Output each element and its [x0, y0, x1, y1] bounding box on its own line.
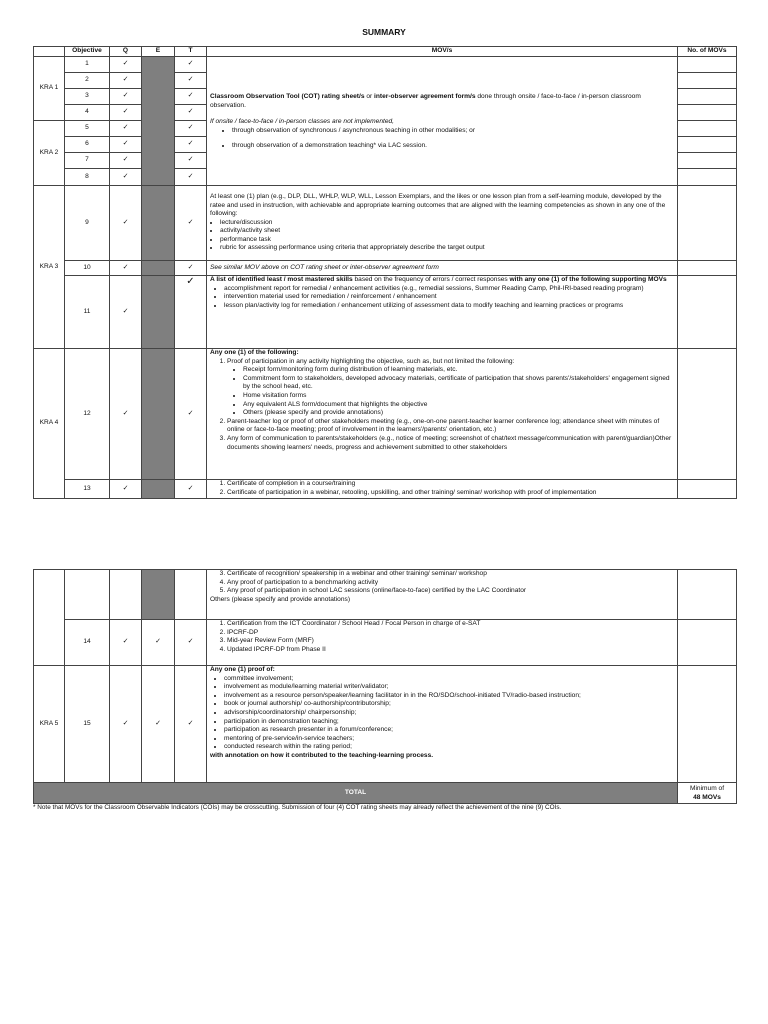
mov-count-cells: [678, 57, 737, 186]
list-item: 4. Any proof of participation to a benchmarking activity: [227, 579, 674, 588]
check-mark-icon: ✓: [110, 73, 142, 89]
mov-bold: Any one (1) of the following:: [210, 349, 299, 356]
check-mark-icon: ✓: [175, 105, 207, 121]
mov-obj10: See similar MOV above on COT rating sheet or inter-observer agreement form: [207, 261, 678, 276]
mov-obj13-part1: [207, 480, 678, 499]
mov-count-cell: [678, 186, 737, 261]
mov-count-cell: [678, 276, 737, 349]
list-item: • intervention material used for remediation / reinforcement / enhancement: [224, 293, 674, 302]
header-objective: Objective: [65, 47, 110, 57]
mov-bold: A list of identified least / most mastered skills: [210, 276, 353, 283]
mov-count-cell: [678, 620, 737, 666]
check-mark-icon: ✓: [110, 186, 142, 261]
list-item: • Others (please specify and provide annotations): [243, 409, 674, 418]
check-mark-icon: ✓: [110, 480, 142, 499]
list-item: • Home visitation forms: [243, 392, 674, 401]
objective-number: 15: [65, 666, 110, 783]
mov-bold: Any one (1) proof of:: [210, 666, 275, 673]
page-title: SUMMARY: [362, 27, 406, 37]
table-row: [34, 261, 737, 276]
check-mark-icon: ✓: [110, 137, 142, 153]
header-t: T: [175, 47, 207, 57]
total-row: [34, 783, 737, 804]
list-item: 3. Mid-year Review Form (MRF): [227, 637, 674, 646]
list-item: • participation as research presenter in a forum/conference;: [224, 726, 674, 735]
header-e: E: [142, 47, 175, 57]
shaded-cell: [142, 349, 175, 480]
objective-number: 11: [65, 276, 110, 349]
shaded-cell: [142, 57, 175, 186]
mov-text: Others (please specify and provide annotations): [210, 595, 351, 603]
objective-number: 14: [65, 620, 110, 666]
table-row: [34, 186, 737, 261]
q-cell: [110, 570, 142, 620]
list-item: 2. Certificate of participation in a webinar, retooling, upskilling, and other training/ seminar/ workshop with proof of implementation: [227, 489, 674, 498]
mov-bold: Classroom Observation Tool (COT) rating sheet/s: [210, 93, 365, 101]
mov-obj14: [207, 620, 678, 666]
footnote: * Note that MOVs for the Classroom Observable Indicators (COIs) may be crosscutting. Submission of four (4) COT rating sheets may already reflect the achievement of the nine (9) COIs.: [33, 804, 562, 811]
kra-label: KRA 4: [34, 349, 65, 499]
list-item: 3. Certificate of recognition/ speakership in a webinar and other training/ seminar/ workshop: [227, 570, 674, 579]
kra-label: KRA 5: [34, 666, 65, 783]
table-row: [34, 480, 737, 499]
objective-number: 4: [65, 105, 110, 121]
check-mark-icon: ✓: [110, 105, 142, 121]
table-row: [34, 349, 737, 480]
list-item: • through observation of synchronous / asynchronous teaching in other modalities; or: [232, 127, 674, 136]
check-mark-icon: ✓: [175, 153, 207, 169]
check-mark-icon: ✓: [175, 73, 207, 89]
list-item: • book or journal authorship/ co-authorship/contributorship;: [224, 700, 674, 709]
objective-number: 7: [65, 153, 110, 169]
kra-label: KRA 2: [34, 121, 65, 186]
check-mark-icon: ✓: [175, 261, 207, 276]
list-item: [227, 358, 674, 418]
check-mark-icon: ✓: [142, 620, 175, 666]
objective-number: 12: [65, 349, 110, 480]
kra-label: KRA 1: [34, 57, 65, 121]
table-row: [34, 276, 737, 349]
shaded-cell: [142, 276, 175, 349]
list-item: 5. Any proof of participation in school LAC sessions (online/face-to-face) certified by the LAC Coordinator: [227, 587, 674, 596]
mov-bold: inter-observer agreement form/s: [374, 93, 476, 101]
mov-text: based on the frequency of errors / correct responses: [352, 276, 510, 283]
list-item: • activity/activity sheet: [220, 227, 674, 236]
list-item: • Commitment form to stakeholders, developed advocacy materials, certificate of participation that shows parents'/stakeholders' engagement signed by the school head, etc.: [243, 375, 674, 392]
mov-obj11: [207, 276, 678, 349]
mov-count-cell: [678, 666, 737, 783]
check-mark-icon: ✓: [110, 666, 142, 783]
list-item: • advisorship/coordinatorship/ chairpersonship;: [224, 709, 674, 718]
objective-cell: [65, 570, 110, 620]
list-item: 4. Updated IPCRF-DP from Phase II: [227, 646, 674, 655]
check-mark-icon: ✓: [110, 57, 142, 73]
mov-obj15: [207, 666, 678, 783]
list-item: 1. Certification from the ICT Coordinator / School Head / Focal Person in charge of e-SAT: [227, 620, 674, 629]
check-mark-icon: ✓: [175, 89, 207, 105]
minimum-count: 48 MOVs: [693, 794, 721, 801]
check-mark-icon: ✓: [175, 121, 207, 137]
summary-table-part-1: [33, 46, 737, 499]
mov-obj9: [207, 186, 678, 261]
objective-number: 10: [65, 261, 110, 276]
list-item: • Any equivalent ALS form/document that highlights the objective: [243, 401, 674, 410]
check-mark-icon: ✓: [110, 276, 142, 349]
mov-text: done through onsite / face-to-face / in-person classroom observation.: [210, 93, 641, 109]
check-mark-icon: ✓: [175, 186, 207, 261]
shaded-cell: [142, 261, 175, 276]
check-mark-icon: ✓: [110, 153, 142, 169]
shaded-cell: [142, 480, 175, 499]
list-item: • performance task: [220, 236, 674, 245]
list-item: • accomplishment report for remedial / enhancement activities (e.g., remedial sessions, Summer Reading Camp, Phil-IRI-based reading program): [224, 285, 674, 294]
list-item: • involvement as module/learning material writer/validator;: [224, 683, 674, 692]
check-mark-icon: ✓: [175, 276, 207, 349]
objective-number: 3: [65, 89, 110, 105]
shaded-cell: [142, 570, 175, 620]
check-mark-icon: ✓: [142, 666, 175, 783]
mov-count-cell: [678, 570, 737, 620]
list-item: • mentoring of pre-service/in-service teachers;: [224, 735, 674, 744]
list-item: • committee involvement;: [224, 675, 674, 684]
list-item: 1. Certificate of completion in a course/training: [227, 480, 674, 489]
check-mark-icon: ✓: [110, 349, 142, 480]
table-row: [34, 570, 737, 620]
objective-number: 13: [65, 480, 110, 499]
objective-number: 6: [65, 137, 110, 153]
minimum-label: Minimum of: [689, 785, 725, 792]
check-mark-icon: ✓: [110, 89, 142, 105]
list-item: • lesson plan/activity log for remediation / enhancement utilizing of assessment data to modify teaching and learning practices or programs: [224, 302, 674, 311]
mov-obj13-part2: [207, 570, 678, 620]
table-row: [34, 57, 737, 73]
objective-number: 1: [65, 57, 110, 73]
minimum-movs: [678, 783, 737, 804]
mov-count-cell: [678, 261, 737, 276]
list-item: • through observation of a demonstration teaching* via LAC session.: [232, 142, 674, 151]
table-row: [34, 620, 737, 666]
list-item: • Receipt form/monitoring form during distribution of learning materials, etc.: [243, 366, 674, 375]
check-mark-icon: ✓: [175, 666, 207, 783]
objective-number: 8: [65, 169, 110, 186]
total-label: TOTAL: [34, 783, 678, 804]
objective-number: 5: [65, 121, 110, 137]
list-item: 2. Parent-teacher log or proof of other stakeholders meeting (e.g., one-on-one parent-teacher learner conference log; attendance sheet with minutes of online or face-to-face meeting; proof of involvement in the learners'/parents' orientation, etc.): [227, 418, 674, 435]
header-movs: MOV/s: [207, 47, 678, 57]
mov-count-cell: [678, 480, 737, 499]
mov-obj12: [207, 349, 678, 480]
list-item: • conducted research within the rating period;: [224, 743, 674, 752]
mov-bold: with annotation on how it contributed to the teaching-learning process.: [210, 751, 434, 759]
list-item: • participation in demonstration teaching;: [224, 718, 674, 727]
check-mark-icon: ✓: [175, 620, 207, 666]
summary-table-part-2: [33, 569, 737, 804]
check-mark-icon: ✓: [175, 57, 207, 73]
check-mark-icon: ✓: [110, 121, 142, 137]
shaded-cell: [142, 186, 175, 261]
list-item: 3. Any form of communication to parents/stakeholders (e.g., notice of meeting; screenshot of chat/text message/communication with parent/guardian)Other documents showing learners' needs, progress and achievement submitted to other stakeholders: [227, 435, 674, 452]
mov-cot-description: [207, 57, 678, 186]
list-item: • involvement as a resource person/speaker/learning facilitator in in the RO/SDO/school-initiated TV/radio-based instruction;: [224, 692, 674, 701]
check-mark-icon: ✓: [175, 349, 207, 480]
t-cell: [175, 570, 207, 620]
mov-count-cell: [678, 349, 737, 480]
check-mark-icon: ✓: [110, 620, 142, 666]
mov-text: or: [364, 93, 375, 101]
kra-label: KRA 3: [34, 186, 65, 349]
mov-bold: with any one (1) of the following supporting MOVs: [509, 276, 667, 283]
table-row: [34, 666, 737, 783]
check-mark-icon: ✓: [110, 261, 142, 276]
list-item: • rubric for assessing performance using criteria that appropriately describe the target output: [220, 244, 674, 253]
mov-text: If onsite / face-to-face / in-person classes are not implemented,: [210, 118, 394, 126]
objective-number: 9: [65, 186, 110, 261]
check-mark-icon: ✓: [175, 137, 207, 153]
list-item: 2. IPCRF-DP: [227, 629, 674, 638]
header-kra: [34, 47, 65, 57]
mov-text: At least one (1) plan (e.g., DLP, DLL, WHLP, WLP, WLL, Lesson Exemplars, and the likes or one lesson plan from a self-learning module, developed by the ratee and used in instruction, with achievable and appropriate learning outcomes that are aligned with the learning competencies as shown in any one of the following:: [210, 192, 666, 218]
check-mark-icon: ✓: [175, 169, 207, 186]
objective-number: 2: [65, 73, 110, 89]
header-row: [34, 47, 737, 57]
header-q: Q: [110, 47, 142, 57]
list-item: • lecture/discussion: [220, 219, 674, 228]
header-count: No. of MOVs: [678, 47, 737, 57]
check-mark-icon: ✓: [175, 480, 207, 499]
check-mark-icon: ✓: [110, 169, 142, 186]
list-item-text: Proof of participation in any activity highlighting the objective, such as, but not limited the following:: [227, 357, 515, 365]
kra-cell: [34, 570, 65, 666]
